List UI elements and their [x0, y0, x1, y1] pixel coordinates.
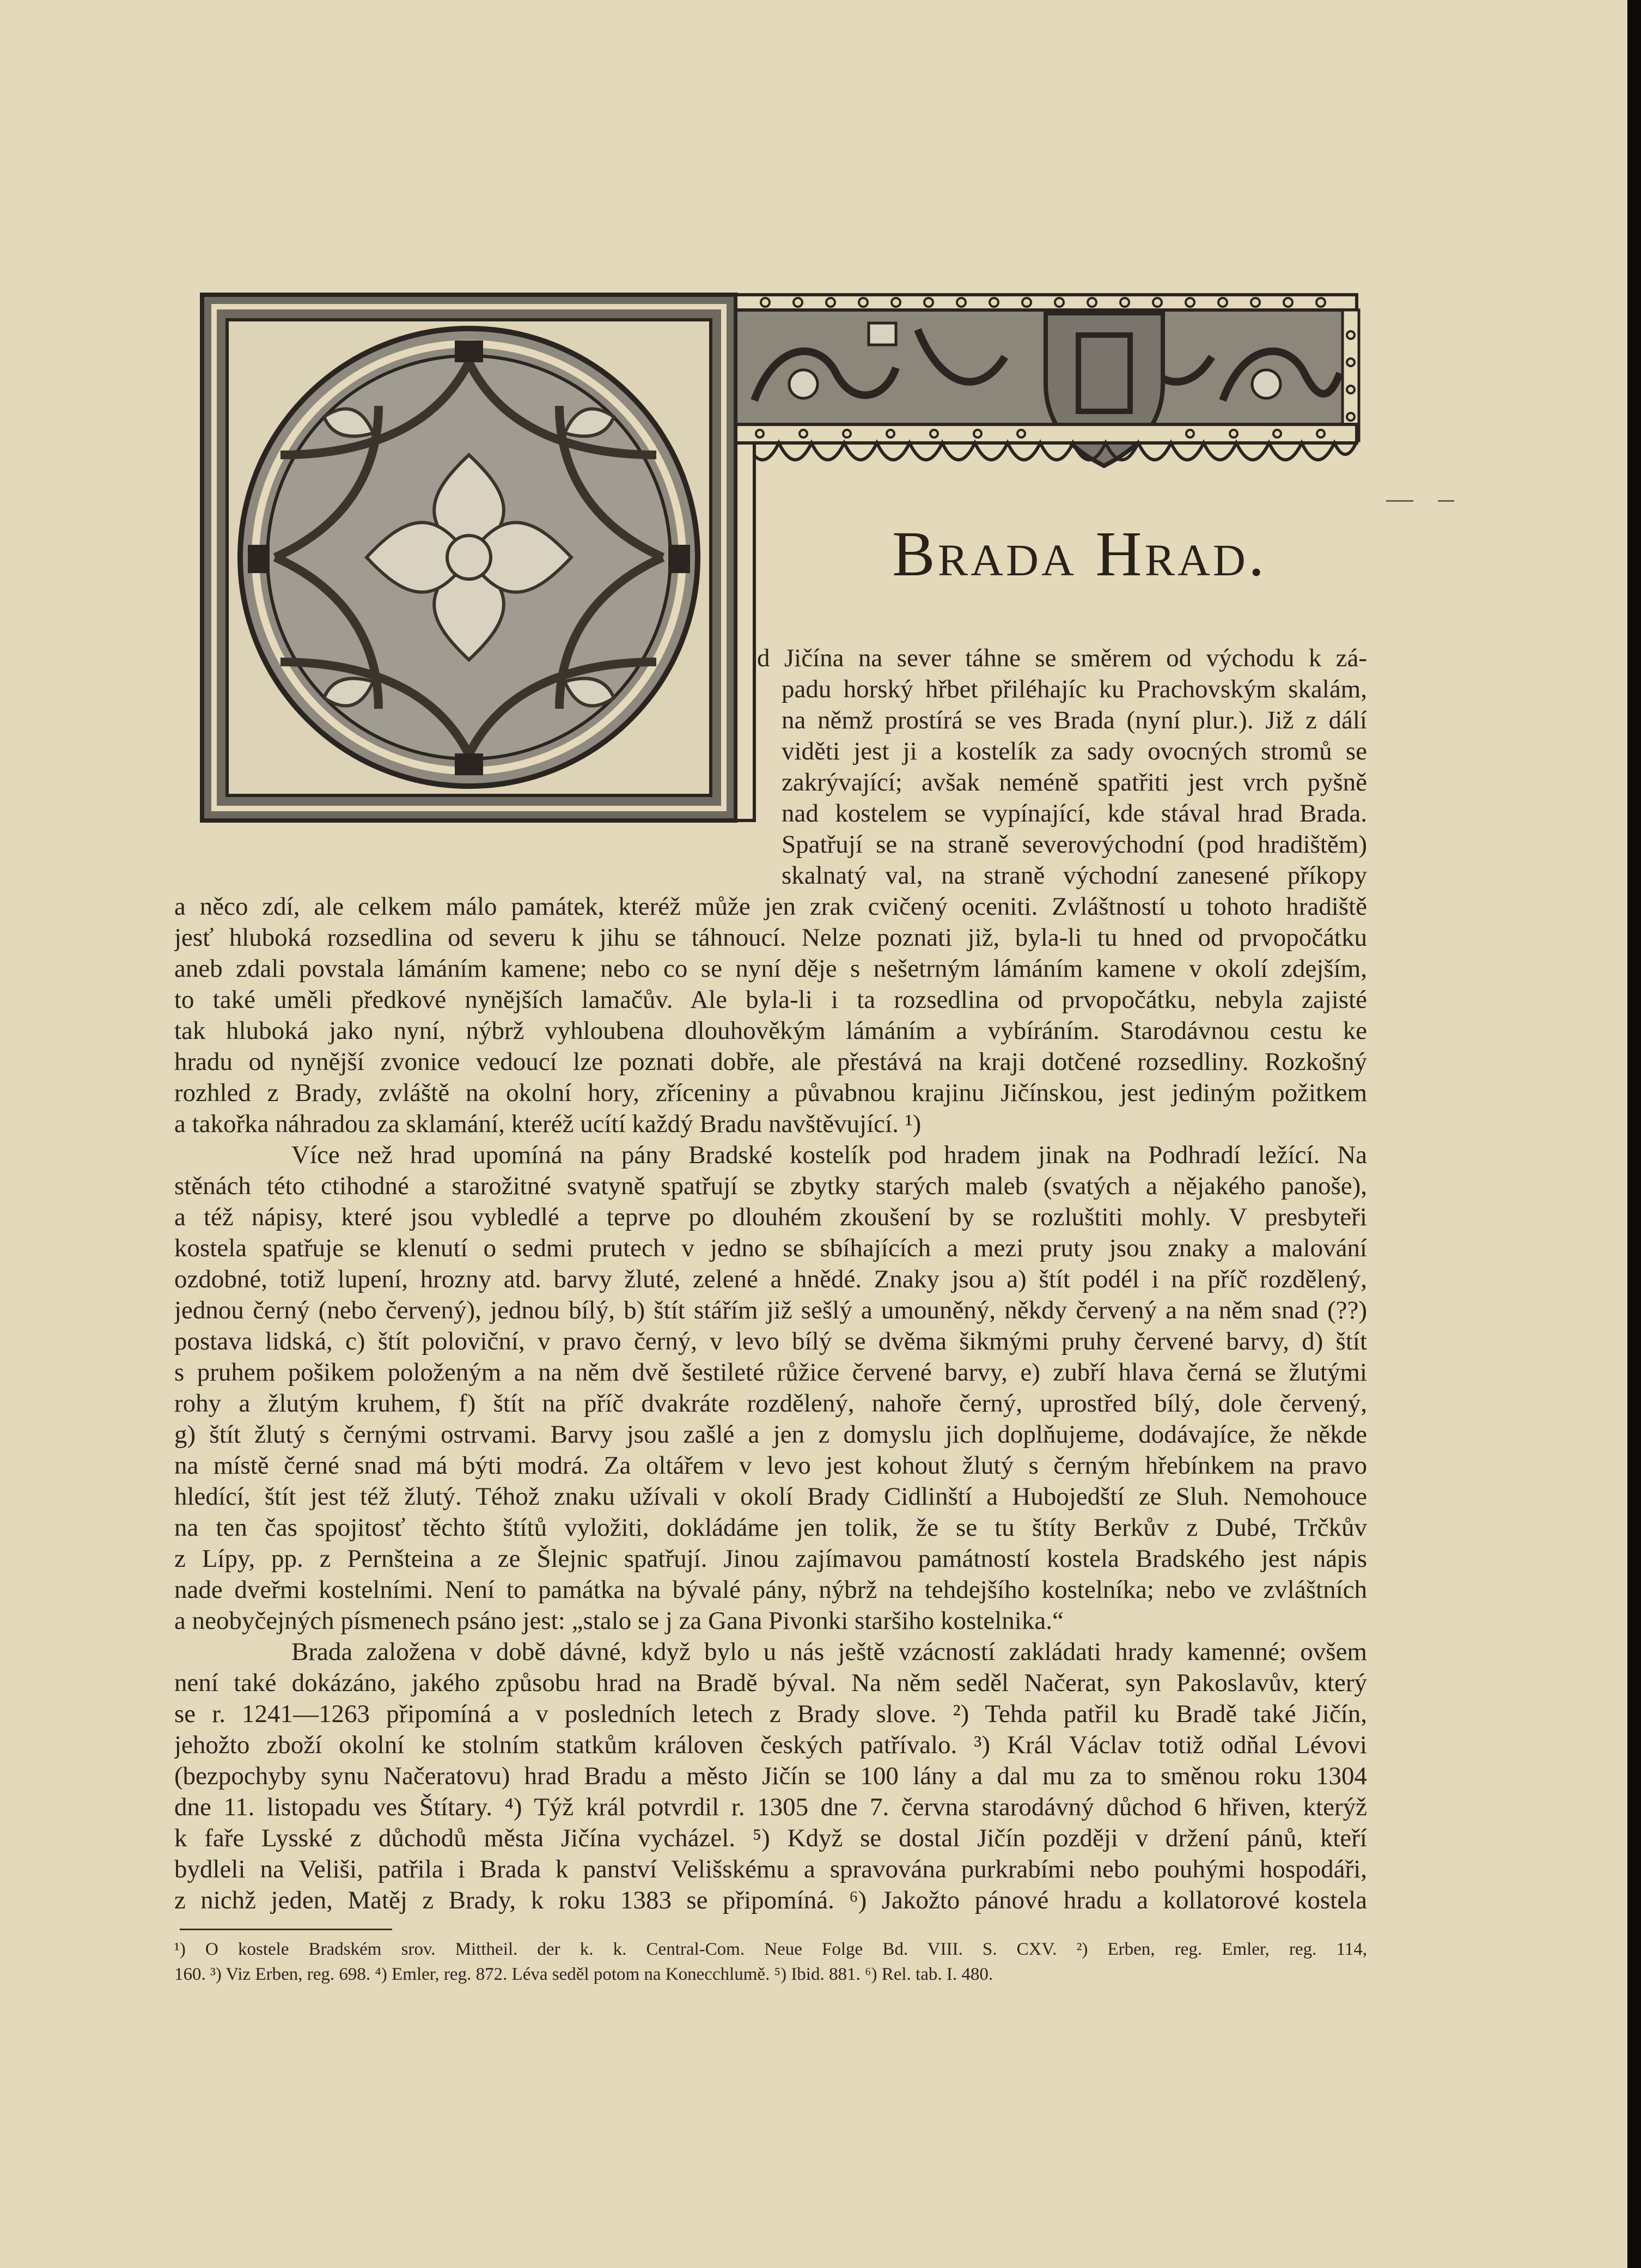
text-line: rozhled z Brady, zvláště na okolní hory, zříceniny a půvabnou krajinu Jičínskou, jest jediným požitkem	[174, 1079, 1367, 1107]
text-line: kostela spatřuje se klenutí o sedmi prutech v jedno se sbíhajících a mezi pruty jsou znaky a malování	[174, 1234, 1367, 1262]
footnote-rule	[180, 1929, 392, 1930]
text-line: z nichž jeden, Matěj z Brady, k roku 1383 se připomíná. ⁶) Jakožto pánové hradu a kollatorové kostela	[174, 1886, 1367, 1914]
text-line: hradu od nynější zvonice vedoucí lze poznati dobře, ale přestává na kraji dotčené rozsedliny. Rozkošný	[174, 1048, 1367, 1076]
text-line: bydleli na Veliši, patřila i Brada k panství Velišskému a spravována purkrabími nebo pouhými hospodáři,	[174, 1855, 1367, 1883]
margin-mark	[1438, 500, 1454, 502]
text-line: a takořka náhradou za sklamání, kteréž ucítí každý Bradu navštěvující. ¹)	[174, 1110, 922, 1138]
text-line: Spatřují se na straně severovýchodní (pod hradištěm)	[782, 830, 1367, 859]
text-line: se r. 1241—1263 připomíná a v posledních letech z Brady slove. ²) Tehda patřil ku Bradě také Jičín,	[174, 1700, 1367, 1728]
text-line: d Jičína na sever táhne se směrem od východu k zá-	[757, 644, 1367, 672]
text-line: skalnatý val, na straně východní zanesené příkopy	[782, 861, 1367, 890]
text-line: ozdobné, totiž lupení, hrozny atd. barvy žluté, zelené a hnědé. Znaky jsou a) štít podél i na příč rozdělený,	[174, 1265, 1367, 1293]
text-line: a též nápisy, které jsou vybledlé a teprve po dlouhém zkoušení by se rozluštiti mohly. V presbyteři	[174, 1203, 1367, 1231]
chapter-title: Brada Hrad.	[892, 518, 1267, 589]
text-line: stěnách této ctihodné a starožitné svatyně spatřují se zbytky starých maleb (svatých a nějakého panoše),	[174, 1172, 1367, 1200]
text-line: na ten čas spojitosť těchto štítů vyložiti, dokládáme jen tolik, že se tu štíty Berkův z Dubé, Trčkův	[174, 1513, 1367, 1542]
text-line: hledící, štít jest též žlutý. Téhož znaku užívali v okolí Brady Cidlinští a Hubojedští ze Sluh. Nemohouce	[174, 1482, 1367, 1511]
footnotes	[174, 1937, 1367, 1987]
text-line: z Lípy, pp. z Pernšteina a ze Šlejnic spatřují. Jinou zajímavou památností kostela Bradského jest nápis	[174, 1545, 1367, 1573]
text-line: rohy a žlutým kruhem, f) štít na příč dvakráte rozdělený, nahoře černý, uprostřed bílý, dole červený,	[174, 1389, 1367, 1418]
text-line: k faře Lysské z důchodů města Jičína vycházel. ⁵) Když se dostal Jičín později v držení pánů, kteří	[174, 1824, 1367, 1852]
text-line: tak hluboká jako nyní, nýbrž vyhloubena dlouhověkým lámáním a vybíráním. Starodávnou cestu ke	[174, 1017, 1367, 1045]
text-line: a něco zdí, ale celkem málo památek, kteréž může jen zrak cvičený oceniti. Zvláštností u tohoto hradiště	[174, 892, 1367, 921]
text-line: aneb zdali povstala lámáním kamene; nebo co se nyní děje s nešetrným lámáním kamene v okolí zdejším,	[174, 954, 1367, 983]
text-line: jehožto zboží okolní ke stolním statkům královen českých patřívalo. ³) Král Václav totiž odňal Lévovi	[174, 1731, 1367, 1759]
text-line: padu horský hřbet přiléhajíc ku Prachovským skalám,	[782, 675, 1367, 703]
text-line: Brada založena v době dávné, když bylo u nás ještě vzácností zakládati hrady kamenné; ovšem	[291, 1638, 1367, 1666]
page-edge	[1627, 0, 1641, 2268]
text-line: zakrývající; avšak neméně spatřiti jest vrch pyšně	[782, 768, 1367, 796]
text-line: s pruhem pošikem položeným a na něm dvě šestileté růžice červené barvy, e) zubří hlava černá se žlutými	[174, 1358, 1367, 1387]
text-line: jesť hluboká rozsedlina od severu k jihu se táhnoucí. Nelze poznati již, byla-li tu hned od prvopočátku	[174, 923, 1367, 952]
text-line: (bezpochyby synu Načeratovu) hrad Bradu a město Jičín se 100 lány a dal mu za to směnou roku 1304	[174, 1762, 1367, 1790]
text-line: dne 11. listopadu ves Štítary. ⁴) Týž král potvrdil r. 1305 dne 7. června starodávný důchod 6 hřiven, kterýž	[174, 1793, 1367, 1821]
text-line: Více než hrad upomíná na pány Bradské kostelík pod hradem jinak na Podhradí ležící. Na	[291, 1141, 1367, 1169]
text-line: na místě černé snad má býti modrá. Za oltářem v levo jest kohout žlutý s černým hřebínkem na pravo	[174, 1451, 1367, 1480]
text-line: g) štít žlutý s černými ostrvami. Barvy jsou zašlé a jen z domyslu jich doplňujeme, dodávajíce, že někde	[174, 1420, 1367, 1449]
text-line: nade dveřmi kostelními. Není to památka na bývalé pány, nýbrž na tehdejšího kostelníka; nebo ve zvláštních	[174, 1576, 1367, 1604]
footnote-line: ¹) O kostele Bradském srov. Mittheil. der k. k. Central-Com. Neue Folge Bd. VIII. S. CXV. ²) Erben, reg. Emler, reg. 114,	[174, 1939, 1367, 1959]
text-line: viděti jest ji a kostelík za sady ovocných stromů se	[782, 737, 1367, 765]
text-line: na němž prostírá se ves Brada (nyní plur.). Již z dálí	[782, 706, 1367, 734]
text-line: není také dokázáno, jakého způsobu hrad na Bradě býval. Na něm seděl Načerat, syn Pakoslavův, který	[174, 1669, 1367, 1697]
text-line: nad kostelem se vypínající, kde stával hrad Brada.	[782, 799, 1367, 828]
body-text	[174, 643, 1367, 1916]
text-line: to také uměli předkové nynějších lamačův. Ale byla-li i ta rozsedlina od prvopočátku, nebyla zajisté	[174, 986, 1367, 1014]
text-line: jednou černý (nebo červený), jednou bílý, b) štít stářím již sešlý a umouněný, někdy červený a na něm snad (??)	[174, 1296, 1367, 1324]
footnote-line: 160. ³) Viz Erben, reg. 698. ⁴) Emler, reg. 872. Léva seděl potom na Konecchlumě. ⁵) Ibid. 881. ⁶) Rel. tab. I. 480.	[174, 1965, 993, 1984]
margin-mark	[1386, 500, 1413, 502]
text-line: a neobyčejných písmenech psáno jest: „stalo se j za Gana Pivonki staršiho kostelnika.“	[174, 1607, 1064, 1635]
text-line: postava lidská, c) štít poloviční, v pravo černý, v levo bílý se dvěma šikmými pruhy červené barvy, d) štít	[174, 1327, 1367, 1355]
